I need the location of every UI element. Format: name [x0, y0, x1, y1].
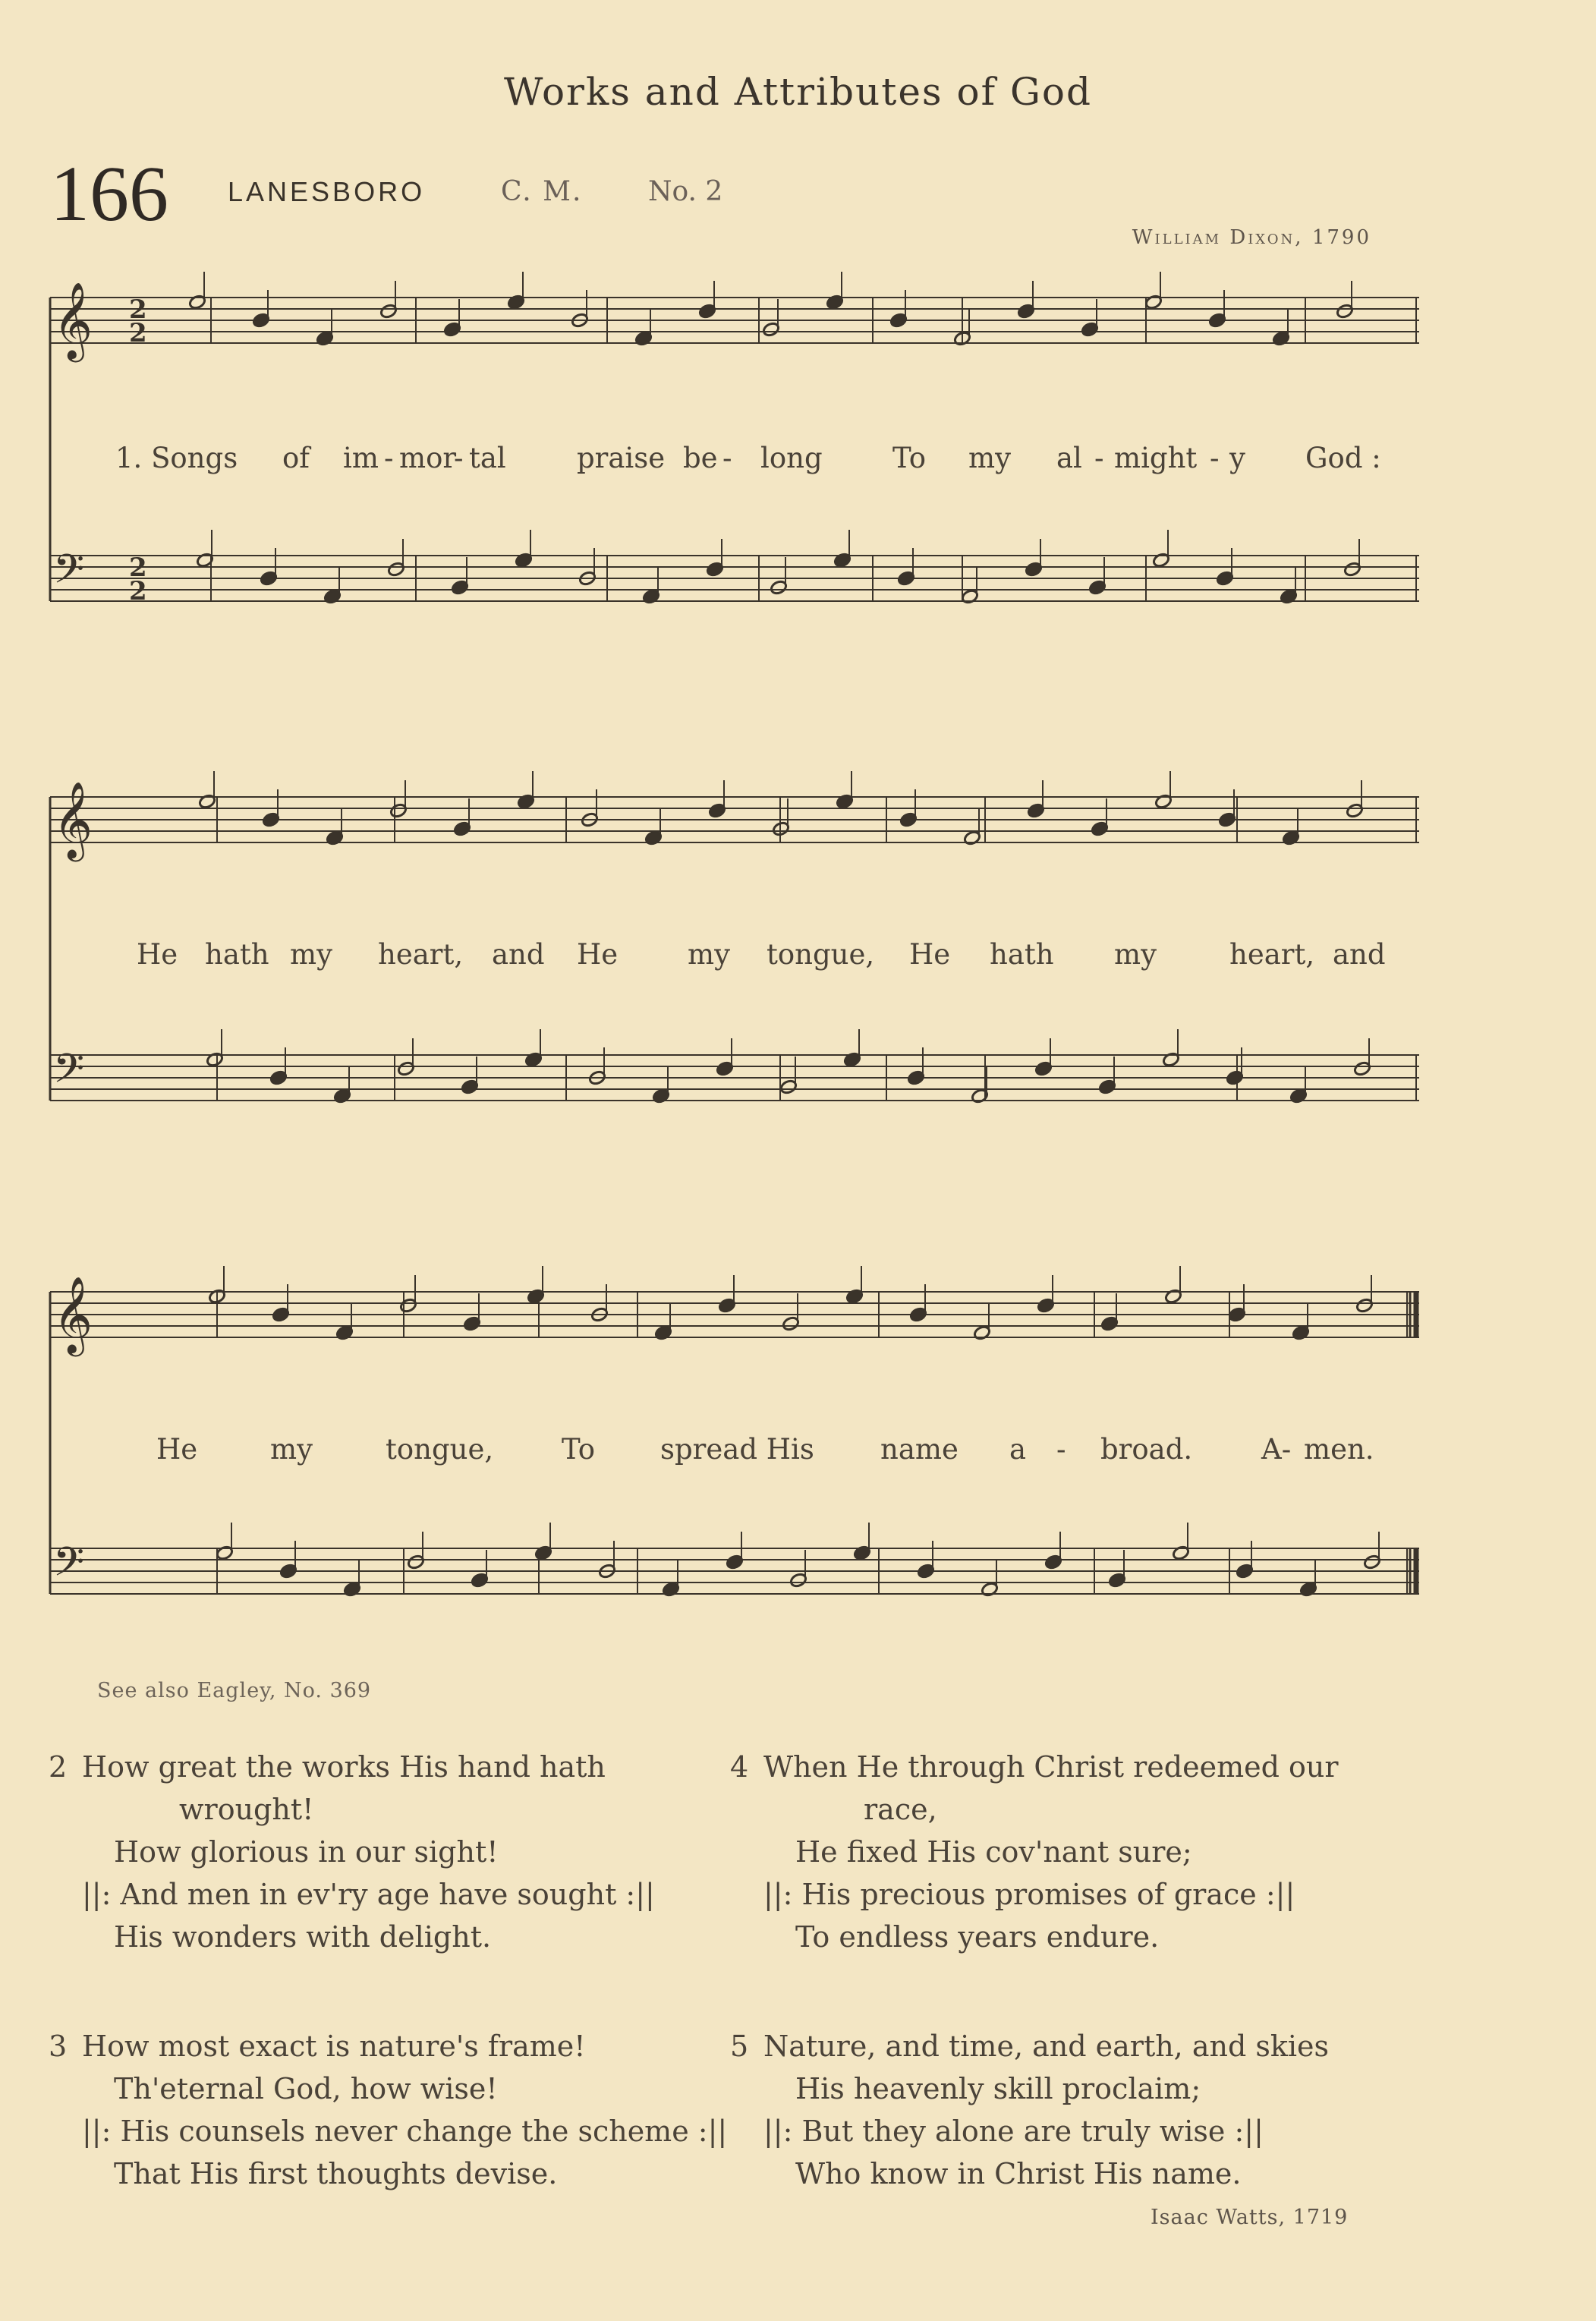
lyric-word: He	[156, 1433, 198, 1466]
lyric-word: He	[909, 938, 951, 971]
treble-clef-icon: 𝄞	[53, 780, 93, 858]
lyric-word: He	[137, 938, 178, 971]
lyric-word: name	[880, 1433, 959, 1466]
lyric-word: my	[968, 442, 1011, 474]
verse-line: Th'eternal God, how wise!	[114, 2072, 498, 2105]
verse-line: ||: His counsels never change the scheme :||	[82, 2115, 728, 2148]
verse-line: When He through Christ redeemed our	[763, 1750, 1339, 1784]
verse-line: He fixed His cov'nant sure;	[795, 1835, 1192, 1869]
lyric-word: and	[1333, 938, 1386, 971]
lyric-word: al	[1056, 442, 1082, 474]
verse-line: wrought!	[179, 1793, 314, 1826]
lyric-word: long	[760, 442, 823, 474]
treble-clef-icon: 𝄞	[53, 1275, 93, 1353]
lyric-word: y	[1229, 442, 1245, 474]
verse-line: Nature, and time, and earth, and skies	[763, 2030, 1330, 2063]
lyric-word: A-	[1261, 1433, 1292, 1466]
lyric-word: my	[270, 1433, 313, 1466]
bass-time-signature-bottom: 2	[129, 576, 147, 606]
verse-number: 5	[730, 2030, 749, 2063]
lyric-word: 1. Songs	[115, 442, 238, 474]
lyric-word: tal	[469, 442, 506, 474]
lyric-word: God :	[1305, 442, 1381, 474]
section-title: Works and Attributes of God	[503, 70, 1093, 114]
lyric-word: be	[683, 442, 718, 474]
lyric-word: heart,	[1229, 938, 1315, 971]
lyric-word: men.	[1304, 1433, 1374, 1466]
lyric-word: -	[1210, 442, 1220, 474]
lyric-word: He	[577, 938, 619, 971]
verse-line: His heavenly skill proclaim;	[795, 2072, 1201, 2105]
lyric-word: spread His	[660, 1433, 814, 1466]
lyric-word: mor	[399, 442, 457, 474]
treble-time-signature-top: 2	[129, 294, 147, 325]
bass-clef-icon: 𝄢	[53, 1046, 85, 1102]
verse-line: How great the works His hand hath	[82, 1750, 606, 1784]
lyric-word: tongue,	[767, 938, 875, 971]
bass-clef-icon: 𝄢	[53, 1539, 85, 1595]
verse-line: How glorious in our sight!	[114, 1835, 499, 1869]
see-also-note: See also Eagley, No. 369	[97, 1679, 372, 1702]
tune-number: No. 2	[648, 176, 723, 207]
treble-clef-icon: 𝄞	[53, 281, 93, 359]
lyric-word: -	[1056, 1433, 1066, 1466]
verse-line: ||: His precious promises of grace :||	[763, 1878, 1295, 1911]
verse-line: That His first thoughts devise.	[114, 2157, 558, 2190]
lyric-word: -	[384, 442, 394, 474]
hymn-number: 166	[50, 150, 168, 238]
lyric-word: broad.	[1100, 1433, 1193, 1466]
verse-line: To endless years endure.	[795, 1920, 1160, 1954]
lyric-word: -	[722, 442, 732, 474]
verse-line: race,	[864, 1793, 937, 1826]
composer: William Dixon, 1790	[1132, 226, 1371, 249]
tune-name: LANESBORO	[228, 176, 426, 207]
lyric-word: tongue,	[386, 1433, 494, 1466]
verse-line: His wonders with delight.	[114, 1920, 492, 1954]
lyric-word: To	[892, 442, 927, 474]
meter: C. M.	[501, 176, 583, 207]
lyric-word: heart,	[378, 938, 464, 971]
lyric-word: praise	[577, 442, 666, 474]
verse-line: ||: And men in ev'ry age have sought :||	[82, 1878, 655, 1911]
verse-number: 3	[49, 2030, 68, 2063]
lyric-word: might	[1114, 442, 1198, 474]
bass-time-signature-top: 2	[129, 553, 147, 583]
lyric-word: hath	[990, 938, 1054, 971]
lyric-word: -	[454, 442, 464, 474]
verse-number: 4	[730, 1750, 749, 1784]
lyricist-credit: Isaac Watts, 1719	[1151, 2206, 1349, 2229]
lyric-word: im	[343, 442, 379, 474]
lyric-word: a	[1009, 1433, 1027, 1466]
lyric-word: To	[562, 1433, 596, 1466]
verse-line: Who know in Christ His name.	[795, 2157, 1242, 2190]
lyric-word: my	[1114, 938, 1157, 971]
verse-line: How most exact is nature's frame!	[82, 2030, 586, 2063]
bass-clef-icon: 𝄢	[53, 546, 85, 603]
lyric-word: my	[290, 938, 332, 971]
lyric-word: and	[492, 938, 545, 971]
verse-line: ||: But they alone are truly wise :||	[763, 2115, 1264, 2148]
lyric-word: hath	[205, 938, 269, 971]
lyric-word: of	[282, 442, 310, 474]
verse-number: 2	[49, 1750, 68, 1784]
treble-time-signature-bottom: 2	[129, 318, 147, 348]
lyric-word: -	[1094, 442, 1104, 474]
lyric-word: my	[688, 938, 730, 971]
